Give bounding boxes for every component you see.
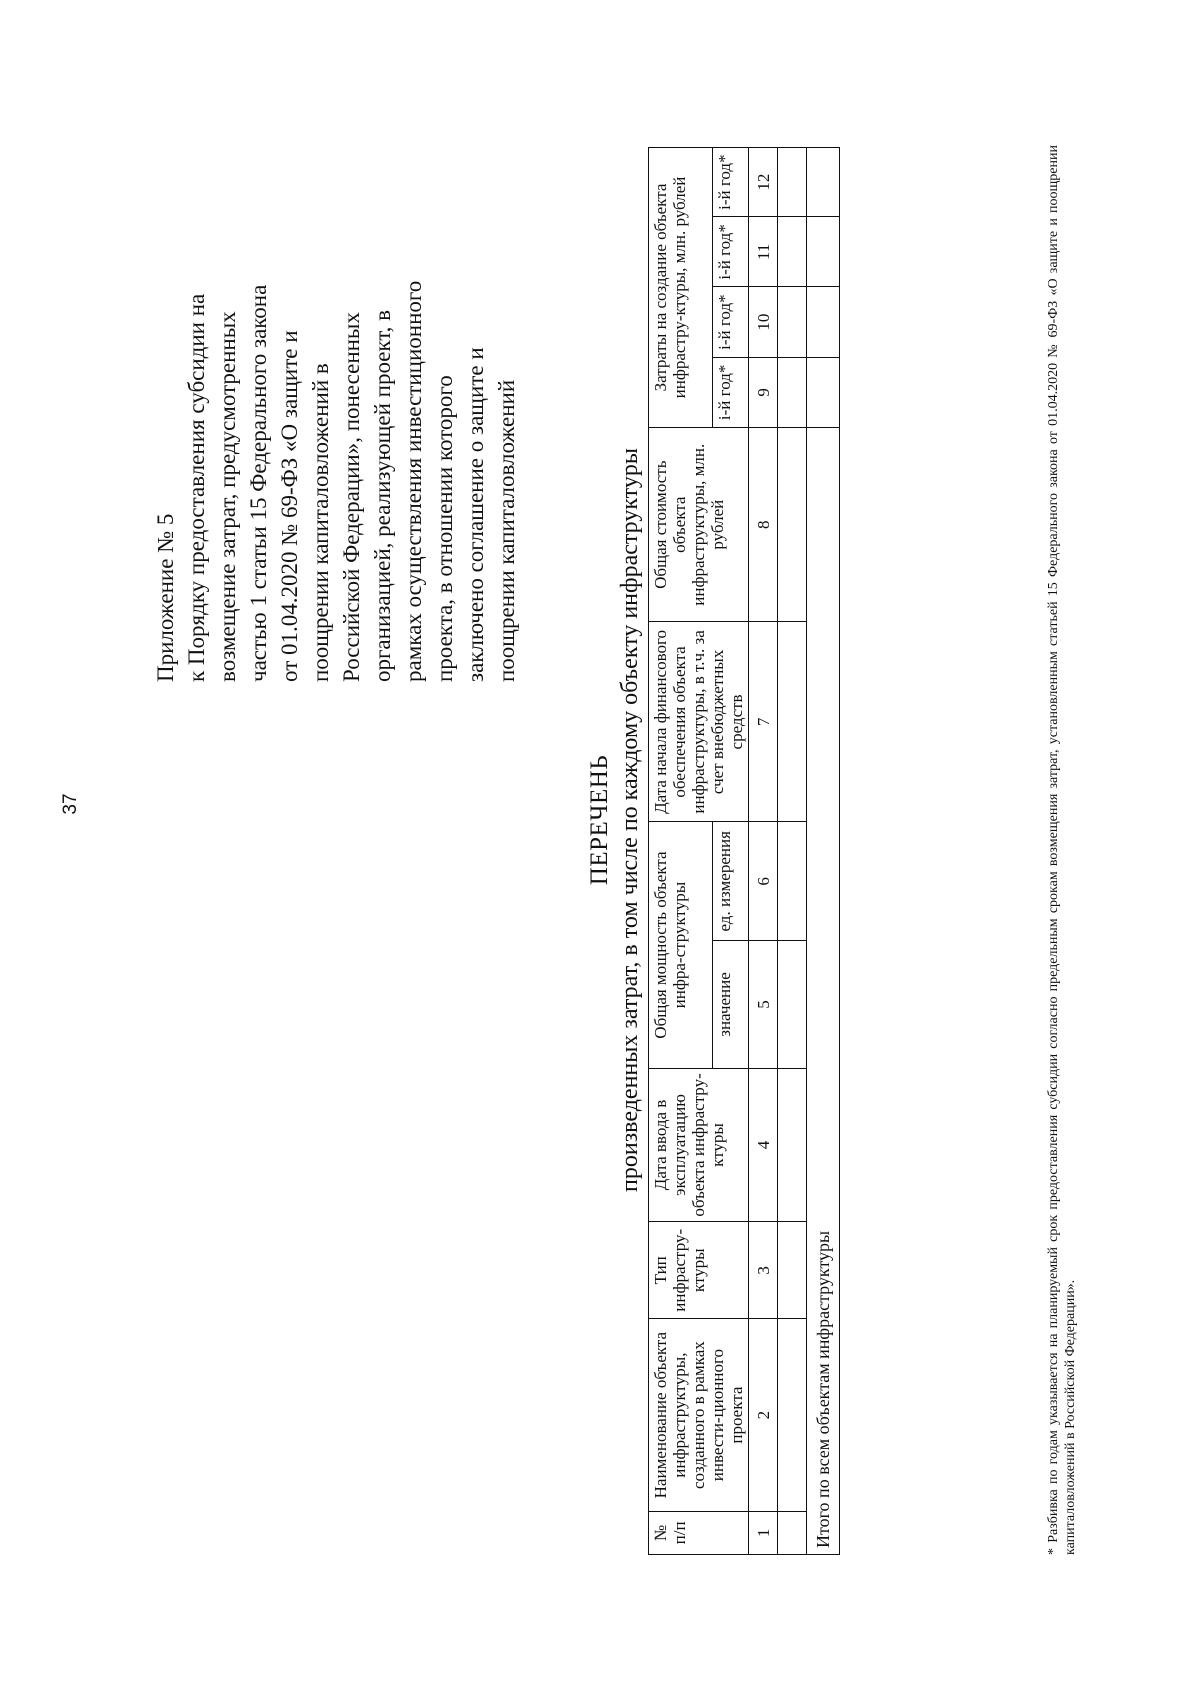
table-cell: [778, 1222, 807, 1319]
header-cell-commission-date: Дата ввода в эксплуатацию объекта инфрастру-ктуры: [649, 1068, 749, 1221]
header-cell-capacity-group: Общая мощность объекта инфра-структуры: [649, 822, 713, 1068]
costs-table: [648, 147, 840, 1555]
appendix-line: частью 1 статьи 15 Федерального закона: [246, 284, 271, 682]
table-cell: [778, 357, 807, 427]
column-number: 7: [749, 622, 778, 822]
column-number: 11: [749, 217, 778, 287]
table-cell: [778, 427, 807, 622]
appendix-line: от 01.04.2020 № 69-ФЗ «О защите и: [277, 330, 302, 682]
table-cell: [778, 941, 807, 1069]
column-number: 6: [749, 822, 778, 941]
appendix-line: рамках осуществления инвестиционного: [401, 280, 426, 682]
appendix-line: Российской Федерации», понесенных: [339, 312, 364, 682]
header-cell-capacity-value: значение: [713, 941, 749, 1069]
appendix-line: поощрении капиталовложений: [494, 379, 519, 682]
page-number: 37: [60, 793, 81, 815]
column-number: 10: [749, 287, 778, 357]
table-cell: [778, 622, 807, 822]
header-cell-year: i-й год*: [713, 148, 749, 217]
header-cell-financing-start: Дата начала финансового обеспечения объекта инфраструктуры, в т.ч. за счет внебюджетных средств: [649, 622, 749, 822]
appendix-line: проекта, в отношении которого: [432, 375, 457, 682]
header-cell-number: № п/п: [649, 1511, 749, 1554]
header-cell-year: i-й год*: [713, 217, 749, 287]
total-label: Итого по всем объектам инфраструктуры: [807, 427, 840, 1554]
appendix-line: возмещение затрат, предусмотренных: [215, 311, 240, 682]
header-cell-costs-group: Затраты на создание объекта инфрастру-ктуры, млн. рублей: [649, 148, 713, 428]
column-number: 8: [749, 427, 778, 622]
column-number: 4: [749, 1068, 778, 1221]
appendix-line: к Порядку предоставления субсидии на: [184, 293, 209, 682]
appendix-line: заключено соглашение о защите и: [463, 347, 488, 682]
table-row: [778, 148, 807, 1555]
document-title: [585, 180, 645, 1460]
table-cell: [778, 1319, 807, 1511]
footnote: * Разбивка по годам указывается на планируемый срок предоставления субсидии согласно предельным срокам возмещения затрат, установленным статьей 15 Федерального закона от 01.04.2020 № 69-ФЗ «О защите и поощрении капиталовложений в Российской Федерации».: [1046, 145, 1078, 1555]
table-cell: [778, 1511, 807, 1554]
appendix-line: организацией, реализующей проект, в: [370, 310, 395, 682]
title-main: ПЕРЕЧЕНЬ: [586, 754, 613, 886]
column-number: 1: [749, 1511, 778, 1554]
appendix-header: [150, 212, 522, 682]
total-cell: [807, 287, 840, 357]
column-number-row: [749, 148, 778, 1555]
column-number: 5: [749, 941, 778, 1069]
column-number: 9: [749, 357, 778, 427]
column-number: 12: [749, 148, 778, 217]
table-cell: [778, 148, 807, 217]
column-number: 2: [749, 1319, 778, 1511]
total-cell: [807, 217, 840, 287]
header-cell-name: Наименование объекта инфраструктуры, созданного в рамках инвести-ционного проекта: [649, 1319, 749, 1511]
header-row: [649, 148, 713, 1555]
header-cell-year: i-й год*: [713, 287, 749, 357]
header-cell-type: Тип инфрастру-ктуры: [649, 1222, 749, 1319]
total-cell: [807, 357, 840, 427]
total-row: [807, 148, 840, 1555]
column-number: 3: [749, 1222, 778, 1319]
table-cell: [778, 287, 807, 357]
total-cell: [807, 148, 840, 217]
appendix-line: поощрении капиталовложений в: [308, 363, 333, 682]
header-cell-capacity-unit: ед. измерения: [713, 822, 749, 941]
title-subtitle: произведенных затрат, в том числе по каждому объекту инфраструктуры: [617, 448, 643, 1192]
header-cell-year: i-й год*: [713, 357, 749, 427]
table-cell: [778, 217, 807, 287]
header-cell-total-cost: Общая стоимость объекта инфраструктуры, млн. рублей: [649, 427, 749, 622]
table-cell: [778, 822, 807, 941]
table-cell: [778, 1068, 807, 1221]
appendix-line: Приложение № 5: [153, 513, 178, 682]
